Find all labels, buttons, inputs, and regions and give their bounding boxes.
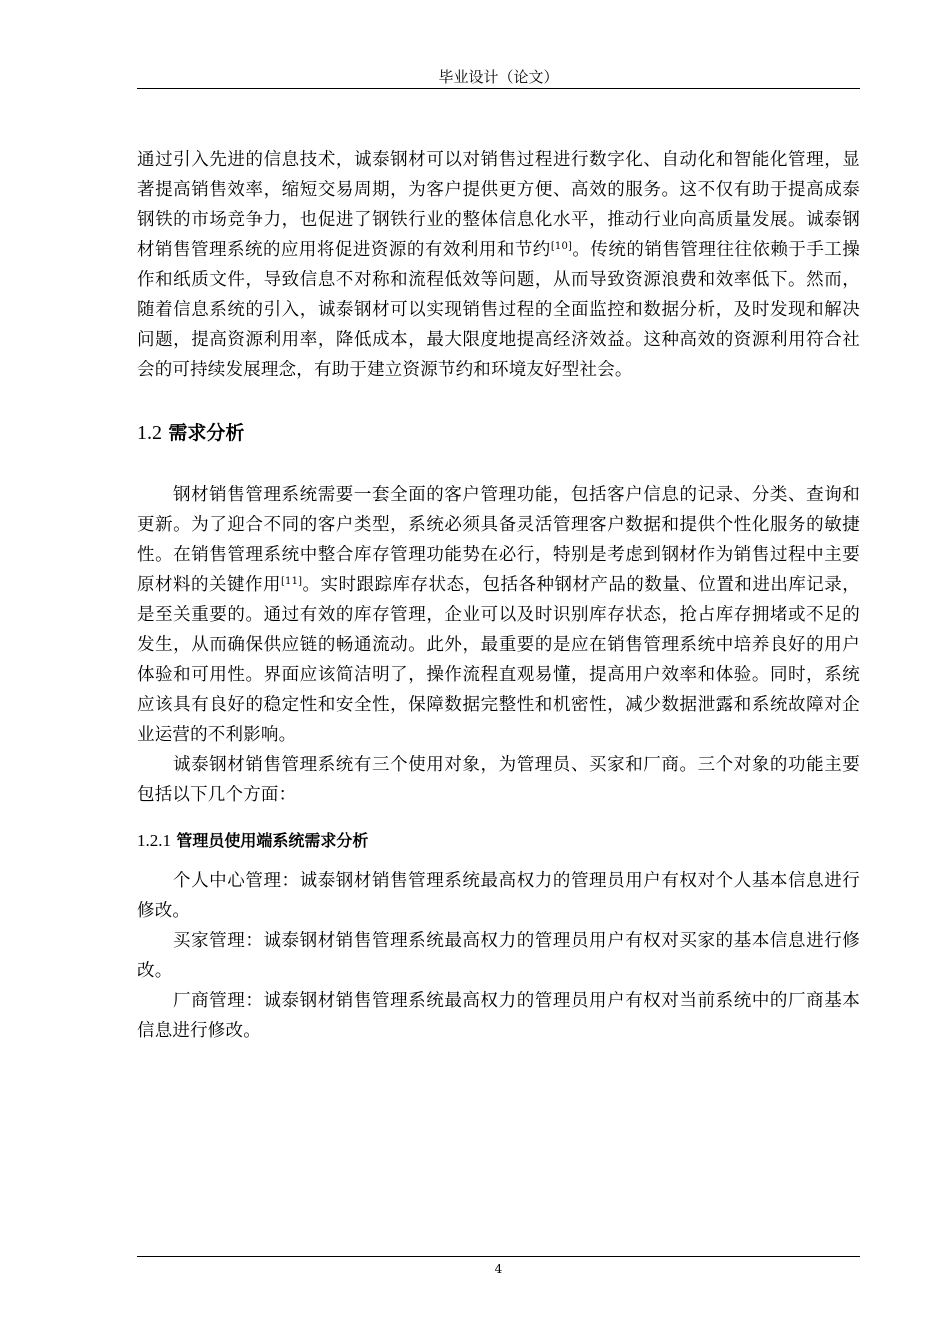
citation-ref-10: [10]	[550, 241, 573, 252]
section-number: 1.2	[137, 422, 162, 444]
users-paragraph: 诚泰钢材销售管理系统有三个使用对象，为管理员、买家和厂商。三个对象的功能主要包括以下几个方面：	[137, 755, 860, 805]
requirements-text-part1: 钢材销售管理系统需要一套全面的客户管理功能，包括客户信息的记录、分类、查询和更新。为了迎合不同的客户类型，系统必须具备灵活管理客户数据和提供个性化服务的敏捷性。在销售管理系统中整合库存管理功能势在必行，特别是考虑到钢材作为销售过程中主要原材料的关键作用	[137, 485, 860, 595]
section-heading-1-2	[137, 415, 860, 450]
admin-requirement-item: 个人中心管理：诚泰钢材销售管理系统最高权力的管理员用户有权对个人基本信息进行修改。	[137, 871, 860, 921]
subsection-number: 1.2.1	[137, 831, 171, 850]
citation-ref-11: [11]	[280, 576, 303, 587]
page-number: 4	[494, 1262, 503, 1276]
page-header-title: 毕业设计（论文）	[438, 68, 559, 86]
requirements-paragraph	[137, 480, 860, 750]
header-rule	[137, 88, 860, 89]
subsection-title: 管理员使用端系统需求分析	[176, 831, 369, 850]
admin-requirement-item: 买家管理：诚泰钢材销售管理系统最高权力的管理员用户有权对买家的基本信息进行修改。	[137, 931, 860, 981]
intro-text-part1: 通过引入先进的信息技术，诚泰钢材可以对销售过程进行数字化、自动化和智能化管理，显著提高销售效率，缩短交易周期，为客户提供更方便、高效的服务。这不仅有助于提高成泰钢铁的市场竞争力，也促进了钢铁行业的整体信息化水平，推动行业向高质量发展。诚泰钢材销售管理系统的应用将促进资源的有效利用和节约	[137, 150, 860, 260]
intro-paragraph	[137, 145, 860, 385]
admin-requirement-item: 厂商管理：诚泰钢材销售管理系统最高权力的管理员用户有权对当前系统中的厂商基本信息进行修改。	[137, 991, 860, 1041]
section-title: 需求分析	[168, 422, 245, 444]
page-content	[137, 145, 860, 1046]
intro-text-part2: 。传统的销售管理往往依赖于手工操作和纸质文件，导致信息不对称和流程低效等问题，从而导致资源浪费和效率低下。然而，随着信息系统的引入，诚泰钢材可以实现销售过程的全面监控和数据分析，及时发现和解决问题，提高资源利用率，降低成本，最大限度地提高经济效益。这种高效的资源利用符合社会的可持续发展理念，有助于建立资源节约和环境友好型社会。	[137, 240, 860, 380]
subsection-heading-1-2-1	[137, 826, 860, 856]
requirements-text-part2: 。实时跟踪库存状态，包括各种钢材产品的数量、位置和进出库记录，是至关重要的。通过有效的库存管理，企业可以及时识别库存状态，抢占库存拥堵或不足的发生，从而确保供应链的畅通流动。此外，最重要的是应在销售管理系统中培养良好的用户体验和可用性。界面应该简洁明了，操作流程直观易懂，提高用户效率和体验。同时，系统应该具有良好的稳定性和安全性，保障数据完整性和机密性，减少数据泄露和系统故障对企业运营的不利影响。	[137, 575, 860, 745]
footer-rule	[137, 1256, 860, 1257]
